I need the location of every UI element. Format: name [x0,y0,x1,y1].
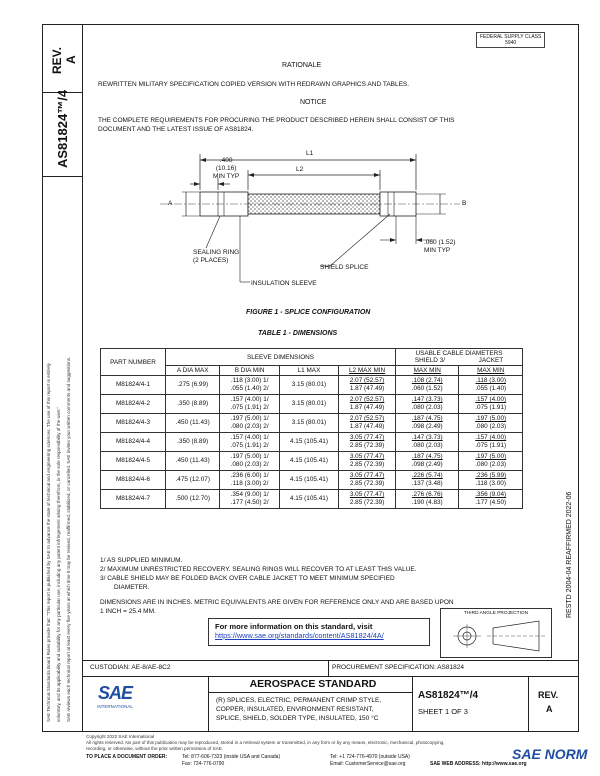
sae-logo: SAE INTERNATIONAL [97,683,133,709]
title-underline [208,692,412,693]
cell-length-l2: 2.07 (52.57) 1.87 (47.49) [339,414,396,433]
side-rev-label: REV. [50,47,64,74]
cell-length-l2: 3.05 (77.47) 2.85 (72.39) [339,490,396,509]
table-row [101,490,523,509]
third-angle-projection-icon [441,616,551,654]
notice-heading: NOTICE [300,99,327,106]
cell-dia-b: .118 (3.00) 1/ .055 (1.40) 2/ [220,376,279,395]
rationale-heading: RATIONALE [282,62,322,69]
cell-length-l1: 3.15 (80.01) [279,395,338,414]
cell-part-number: M81824/4-7 [101,490,166,509]
dimensions-table [100,348,523,509]
table-row [101,395,523,414]
cell-length-l2: 2.07 (52.57) 1.87 (47.49) [339,395,396,414]
legal-line-2: voluntary, and its applicability and suitability for any particular use, including any patent infringement arising therefrom, is the sole responsibility of the user." [56,406,61,722]
cell-dia-b: .197 (5.00) 1/ .080 (2.03) 2/ [220,452,279,471]
revision-dates: RESTD 2004-04 REAFFIRMED 2022-06 [566,491,573,618]
dim-a: A [168,200,173,207]
cell-part-number: M81824/4-1 [101,376,166,395]
custodian: CUSTODIAN: AE-8/AE-8C2 [90,664,171,671]
cell-part-number: M81824/4-4 [101,433,166,452]
rev-divider [528,676,529,732]
header-usable: USABLE CABLE DIAMETERS SHIELD 3/ JACKET [396,349,523,366]
cell-length-l2: 3.05 (77.47) 2.85 (72.39) [339,452,396,471]
label-sealing-ring: SEALING RING (2 PLACES) [193,249,240,264]
custodian-divider [328,660,329,676]
header-part: PART NUMBER [101,349,166,376]
cell-dia-a: .450 (11.43) [166,452,220,471]
footnote-3a: 3/ CABLE SHIELD MAY BE FOLDED BACK OVER CABLE JACKET TO MEET MINIMUM SPECIFIED [100,575,395,582]
order-info: TO PLACE A DOCUMENT ORDER: [86,754,168,760]
desc-divider [412,676,413,732]
title-aerospace-standard: AEROSPACE STANDARD [249,678,377,690]
cell-dia-b: .236 (6.00) 1/ .118 (3.00) 2/ [220,471,279,490]
header-sleeve: SLEEVE DIMENSIONS [166,349,396,366]
cell-dia-a: .350 (8.89) [166,433,220,452]
legal-line-1: SAE Technical Standards Board Rules provide that: "This report is published by SAE to advance the state of technical and engineering sciences. The use of this report is entirely [46,363,51,722]
order-contacts: Tel: +1 724-776-4970 (outside USA) Email: CustomerService@sae.org [330,754,410,767]
dim-060: .060 (1.52) MIN TYP [424,239,456,254]
dimensions-note-1: DIMENSIONS ARE IN INCHES. METRIC EQUIVALENTS ARE GIVEN FOR REFERENCE ONLY AND ARE BASED UPON [100,599,454,606]
cell-length-l2: 3.05 (77.47) 2.85 (72.39) [339,433,396,452]
cell-jacket-dia: .236 (5.99) .118 (3.00) [459,471,523,490]
legal-line-3: SAE reviews each technical report at least every five years at which time it may be revised, reaffirmed, stabilized, or cancelled. SAE invites your written comments and suggestions. [66,356,71,722]
sheet-number: SHEET 1 OF 3 [418,707,468,716]
supply-class-label: FEDERAL SUPPLY CLASS [480,34,542,40]
cell-part-number: M81824/4-2 [101,395,166,414]
side-divider-2 [42,176,82,177]
cell-length-l1: 4.15 (105.41) [279,433,338,452]
table-row [101,433,523,452]
supply-class-value: 5940 [505,40,517,46]
cell-jacket-dia: .356 (9.04) .177 (4.50) [459,490,523,509]
cell-length-l2: 3.05 (77.47) 2.85 (72.39) [339,471,396,490]
cell-dia-b: .354 (9.00) 1/ .177 (4.50) 2/ [220,490,279,509]
cell-shield-dia: .147 (3.73) .080 (2.03) [396,433,459,452]
cell-length-l1: 4.15 (105.41) [279,471,338,490]
bottom-rev-label: REV. [538,690,559,700]
dim-b: B [462,200,467,207]
watermark: SAE NORM [512,746,588,762]
cell-dia-a: .450 (11.43) [166,414,220,433]
footnote-1: 1/ AS SUPPLIED MINIMUM. [100,557,183,564]
cell-length-l1: 4.15 (105.41) [279,452,338,471]
footnote-2: 2/ MAXIMUM UNRESTRICTED RECOVERY. SEALING RINGS WILL RECOVER TO AT LEAST THIS VALUE. [100,566,417,573]
cell-length-l1: 3.15 (80.01) [279,376,338,395]
header-l2: L2 MAX MIN [339,366,396,376]
info-text: For more information on this standard, visit [215,622,373,631]
info-box [208,618,430,646]
cell-length-l1: 3.15 (80.01) [279,414,338,433]
cell-jacket-dia: .197 (5.00) .080 (2.03) [459,452,523,471]
dim-l2: L2 [296,166,304,173]
figure-caption: FIGURE 1 - SPLICE CONFIGURATION [246,309,371,316]
label-insulation-sleeve: INSULATION SLEEVE [251,280,317,287]
cell-part-number: M81824/4-6 [101,471,166,490]
side-column-divider [82,24,83,732]
splice-figure [90,148,530,298]
label-shield-splice: SHIELD SPLICE [320,264,369,271]
side-rev-value: A [64,55,78,64]
cell-dia-b: .157 (4.00) 1/ .075 (1.91) 2/ [220,395,279,414]
cell-dia-a: .350 (8.89) [166,395,220,414]
document-description: (R) SPLICES, ELECTRIC, PERMANENT CRIMP STYLE, COPPER, INSULATED, ENVIRONMENT RESISTANT, SPLICE, SHIELD, SOLDER TYPE, INSULATED, 150 °C [216,697,382,722]
cell-length-l1: 4.15 (105.41) [279,490,338,509]
header-l1: L1 MAX [279,366,338,376]
table-caption: TABLE 1 - DIMENSIONS [258,330,338,337]
supply-class-box [476,32,545,48]
rationale-text: REWRITTEN MILITARY SPECIFICATION COPIED VERSION WITH REDRAWN GRAPHICS AND TABLES. [98,81,410,88]
copyright: Copyright 2022 SAE International All rights reserved. No part of this publication may be reproduced, stored in a retrieval system or transmitted, in any form or by any means, electronic, mechanical, photocopying, recording, or otherwise, without the prior written permission of SAE. [86,734,445,752]
cell-part-number: M81824/4-5 [101,452,166,471]
cell-dia-b: .197 (5.00) 1/ .080 (2.03) 2/ [220,414,279,433]
dim-400: .400 (10.16) MIN TYP [213,157,240,180]
header-jacket-max: MAX MIN [459,366,523,376]
dim-l1: L1 [306,150,314,157]
procurement: PROCUREMENT SPECIFICATION: AS81824 [332,664,464,671]
header-shield-max: MAX MIN [396,366,459,376]
cell-shield-dia: .147 (3.73) .080 (2.03) [396,395,459,414]
title-block-mid [82,676,579,677]
notice-text-1: THE COMPLETE REQUIREMENTS FOR PROCURING THE PRODUCT DESCRIBED HEREIN SHALL CONSIST OF THIS [98,117,455,124]
cell-shield-dia: .226 (5.74) .137 (3.48) [396,471,459,490]
side-doc-number: AS81824™/4 [55,89,70,168]
cell-shield-dia: .108 (2.74) .060 (1.52) [396,376,459,395]
projection-label: THIRD ANGLE PROJECTION [463,611,529,616]
cell-shield-dia: .276 (6.76) .190 (4.83) [396,490,459,509]
notice-text-2: DOCUMENT AND THE LATEST ISSUE OF AS81824. [98,126,254,133]
order-phones: Tel: 877-606-7323 (inside USA and Canada) Fax: 724-776-0790 [182,754,281,767]
cell-jacket-dia: .197 (5.00) .080 (2.03) [459,414,523,433]
cell-jacket-dia: .157 (4.00) .075 (1.91) [459,395,523,414]
table-row [101,376,523,395]
projection-box [440,608,552,658]
cell-dia-a: .500 (12.70) [166,490,220,509]
cell-shield-dia: .187 (4.75) .098 (2.49) [396,452,459,471]
header-b: B DIA MIN [220,366,279,376]
cell-dia-a: .475 (12.07) [166,471,220,490]
footnote-3b: DIAMETER. [114,584,150,591]
cell-dia-a: .275 (6.99) [166,376,220,395]
table-row [101,471,523,490]
cell-part-number: M81824/4-3 [101,414,166,433]
cell-jacket-dia: .118 (3.00) .055 (1.40) [459,376,523,395]
table-row [101,414,523,433]
standard-link[interactable]: https://www.sae.org/standards/content/AS81824/4A/ [215,631,384,640]
cell-shield-dia: .187 (4.75) .098 (2.49) [396,414,459,433]
bottom-doc-number: AS81824™/4 [418,690,479,701]
cell-dia-b: .157 (4.00) 1/ .075 (1.91) 2/ [220,433,279,452]
table-row [101,452,523,471]
title-block-top [82,660,579,661]
cell-jacket-dia: .157 (4.00) .075 (1.91) [459,433,523,452]
dimensions-note-2: 1 INCH = 25.4 MM. [100,608,156,615]
header-a: A DIA MAX [166,366,220,376]
web-address: SAE WEB ADDRESS: http://www.sae.org [430,761,527,767]
bottom-rev-value: A [546,704,553,714]
logo-divider [208,676,209,732]
cell-length-l2: 2.07 (52.57) 1.87 (47.49) [339,376,396,395]
